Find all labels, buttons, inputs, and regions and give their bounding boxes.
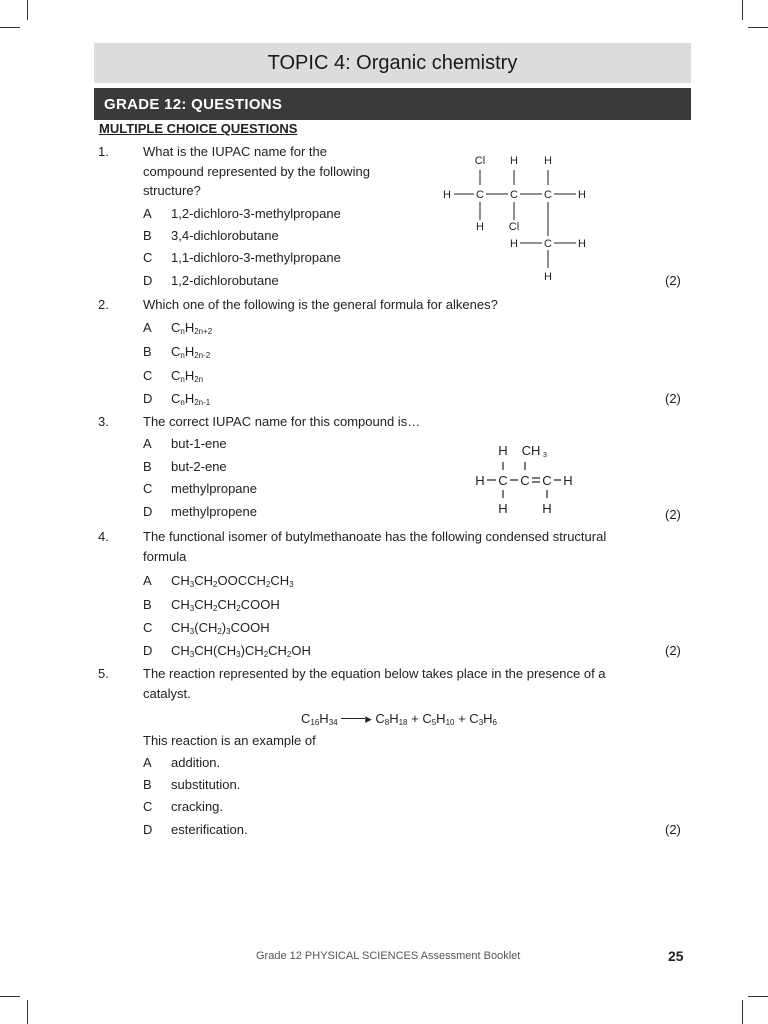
question-text: The reaction represented by the equation below takes place in the presence of a — [143, 666, 606, 681]
option-text: methylpropane — [171, 481, 257, 496]
svg-text:CH: CH — [521, 443, 541, 458]
option-letter: D — [143, 504, 153, 519]
option-text: 1,1-dichloro-3-methylpropane — [171, 250, 341, 265]
marks: (2) — [665, 273, 681, 288]
option-letter: B — [143, 228, 152, 243]
svg-text:3: 3 — [543, 452, 547, 459]
option-letter: D — [143, 391, 153, 406]
option-letter: C — [143, 250, 153, 265]
crop-mark — [742, 1000, 743, 1024]
question-text: formula — [143, 549, 187, 564]
svg-text:H: H — [542, 501, 552, 516]
marks: (2) — [665, 643, 681, 658]
option-letter: D — [143, 643, 153, 658]
svg-text:H: H — [563, 473, 573, 488]
option-text: but-2-ene — [171, 459, 227, 474]
option-letter: A — [143, 320, 152, 335]
question-number: 4. — [98, 529, 109, 544]
svg-text:H: H — [544, 155, 552, 167]
question-text: This reaction is an example of — [143, 733, 316, 748]
option-text: 3,4-dichlorobutane — [171, 228, 279, 243]
footer-text: Grade 12 PHYSICAL SCIENCES Assessment Booklet — [256, 950, 521, 962]
page-number: 25 — [668, 948, 684, 964]
crop-mark — [27, 0, 28, 20]
formula-sub: n — [180, 398, 185, 407]
formula-option — [171, 389, 210, 413]
formula-sub: 2n-1 — [194, 398, 211, 407]
option-text: methylpropene — [171, 504, 257, 519]
option-letter: B — [143, 597, 152, 612]
crop-mark — [748, 27, 768, 28]
formula-part: H — [184, 391, 195, 406]
svg-text:Cl: Cl — [508, 221, 520, 233]
crop-mark — [27, 1000, 28, 1024]
svg-text:H: H — [475, 473, 485, 488]
option-text: substitution. — [171, 777, 241, 792]
option-letter: C — [143, 481, 153, 496]
formula-sub: 2n+2 — [194, 327, 213, 336]
crop-mark — [0, 27, 20, 28]
formula-option — [171, 366, 203, 390]
svg-text:H: H — [498, 443, 508, 458]
option-letter: B — [143, 459, 152, 474]
svg-text:H: H — [510, 238, 518, 250]
svg-text:C: C — [510, 189, 518, 201]
formula-sub: 2n-2 — [194, 351, 211, 360]
marks: (2) — [665, 507, 681, 522]
option-letter: A — [143, 573, 152, 588]
option-text: 1,2-dichlorobutane — [171, 273, 279, 288]
marks: (2) — [665, 391, 681, 406]
svg-text:H: H — [578, 238, 586, 250]
svg-text:C: C — [520, 473, 530, 488]
option-letter: C — [143, 620, 153, 635]
section-title: MULTIPLE CHOICE QUESTIONS — [99, 121, 298, 136]
formula-sub: n — [180, 327, 185, 336]
formula-part: H — [184, 368, 195, 383]
question-number: 3. — [98, 414, 109, 429]
option-text: but-1-ene — [171, 436, 227, 451]
svg-text:H: H — [510, 155, 518, 167]
structure-diagram-q3 — [470, 440, 580, 520]
question-text: What is the IUPAC name for the — [143, 144, 327, 159]
formula-part: C — [171, 391, 181, 406]
option-letter: C — [143, 368, 153, 383]
formula-part: H — [184, 344, 195, 359]
question-text: The correct IUPAC name for this compound is… — [143, 414, 421, 429]
option-letter: D — [143, 822, 153, 837]
crop-mark — [0, 996, 20, 997]
structure-diagram-q1 — [436, 150, 596, 285]
marks: (2) — [665, 822, 681, 837]
formula-option: $CH_3CH(CH_3)CH_2CH_2OH$ — [171, 643, 311, 659]
formula-option: $CH_3CH_2OOCCH_2CH_3$ — [171, 573, 294, 589]
option-letter: B — [143, 777, 152, 792]
question-text: catalyst. — [143, 686, 191, 701]
svg-text:C: C — [498, 473, 508, 488]
svg-text:C: C — [542, 473, 552, 488]
formula-part: C — [171, 320, 181, 335]
option-text: esterification. — [171, 822, 248, 837]
svg-text:H: H — [544, 271, 552, 283]
formula-part: H — [184, 320, 195, 335]
reaction-equation: $C_{16}H_{34}$ ▸ $C_8H_{18} + C_5H_{10} + C_3H_6$ — [301, 711, 497, 727]
formula-sub: n — [180, 375, 185, 384]
formula-sub: 2n — [194, 375, 204, 384]
formula-sub: n — [180, 351, 185, 360]
formula-option — [171, 342, 210, 366]
option-letter: D — [143, 273, 153, 288]
option-letter: A — [143, 436, 152, 451]
svg-text:H: H — [498, 501, 508, 516]
svg-text:C: C — [544, 189, 552, 201]
formula-option: $CH_3(CH_2)_3COOH$ — [171, 620, 270, 636]
svg-text:H: H — [476, 221, 484, 233]
svg-text:H: H — [443, 189, 451, 201]
crop-mark — [742, 0, 743, 20]
option-letter: B — [143, 344, 152, 359]
topic-header — [94, 43, 691, 83]
formula-part: C — [171, 368, 181, 383]
option-text: cracking. — [171, 799, 224, 814]
svg-text:C: C — [544, 238, 552, 250]
question-text: Which one of the following is the general formula for alkenes? — [143, 297, 498, 312]
grade-header — [94, 88, 691, 120]
question-number: 5. — [98, 666, 109, 681]
option-letter: A — [143, 755, 152, 770]
grade-title: GRADE 12: QUESTIONS — [104, 95, 283, 113]
option-text: 1,2-dichloro-3-methylpropane — [171, 206, 341, 221]
question-number: 2. — [98, 297, 109, 312]
question-text: The functional isomer of butylmethanoate has the following condensed structural — [143, 529, 607, 544]
question-text: compound represented by the following — [143, 164, 370, 179]
topic-title: TOPIC 4: Organic chemistry — [267, 51, 518, 74]
svg-text:C: C — [476, 189, 484, 201]
crop-mark — [748, 996, 768, 997]
option-letter: C — [143, 799, 153, 814]
formula-part: C — [171, 344, 181, 359]
question-number: 1. — [98, 144, 109, 159]
question-text: structure? — [143, 183, 201, 198]
formula-option: $CH_3CH_2CH_2COOH$ — [171, 597, 280, 613]
formula-option — [171, 318, 212, 342]
option-letter: A — [143, 206, 152, 221]
svg-text:Cl: Cl — [474, 155, 486, 167]
option-text: addition. — [171, 755, 221, 770]
svg-text:H: H — [578, 189, 586, 201]
